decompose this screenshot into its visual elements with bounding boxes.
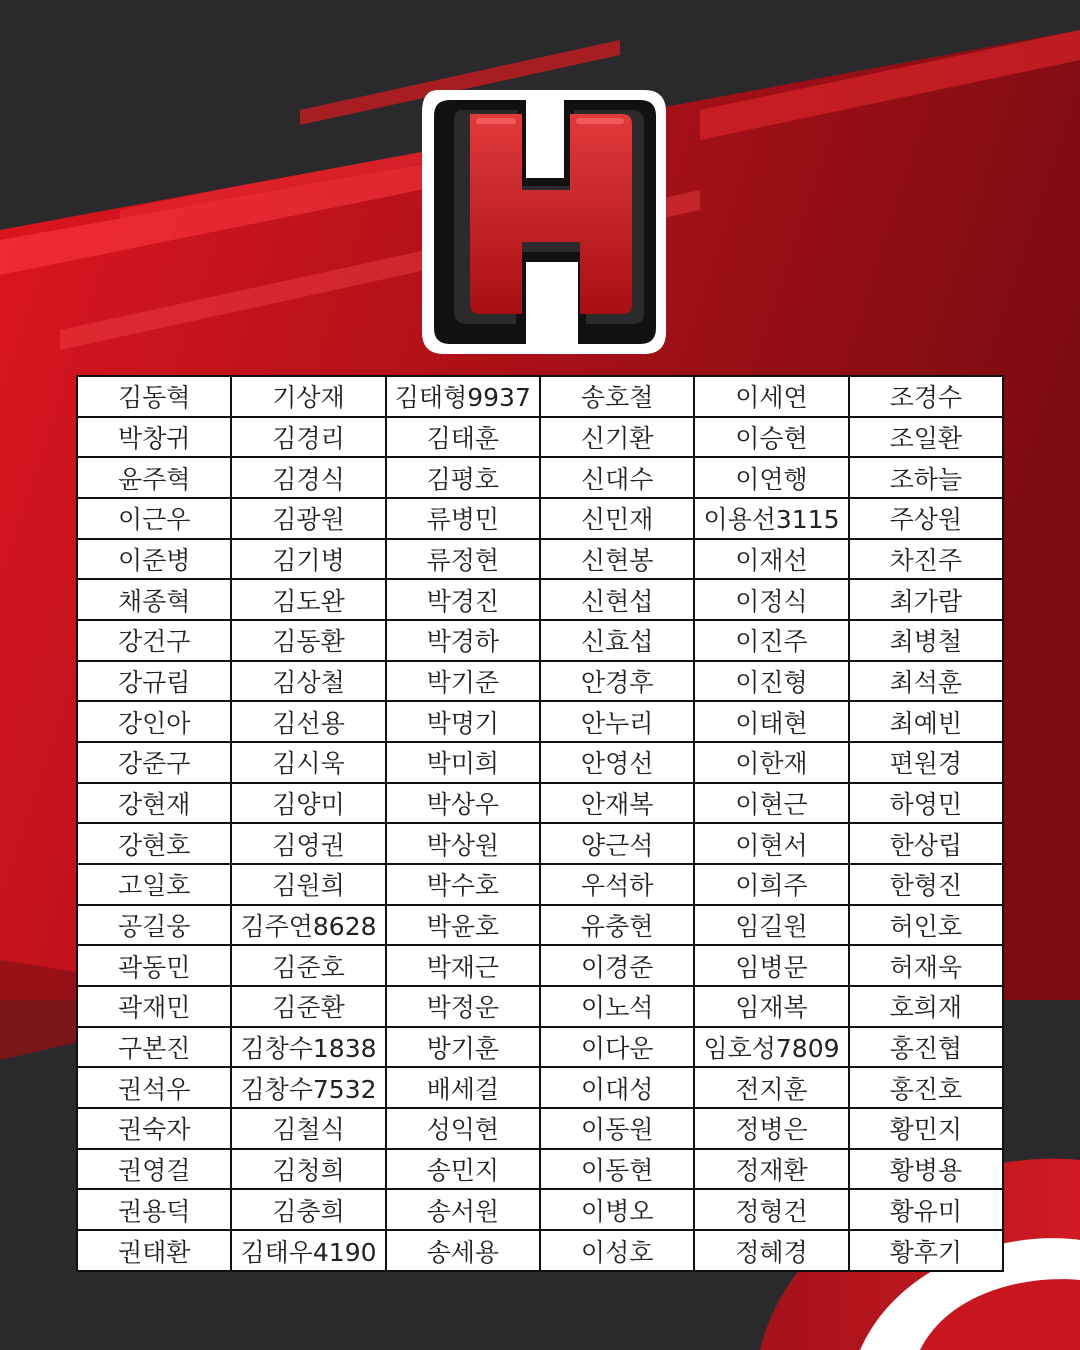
table-row	[77, 864, 1003, 905]
table-row	[77, 1230, 1003, 1271]
table-row	[77, 945, 1003, 986]
name-cell: 김청희	[231, 1149, 385, 1190]
name-cell: 이노석	[540, 986, 694, 1027]
name-cell: 이세연	[694, 376, 848, 417]
name-cell: 이재선	[694, 539, 848, 580]
name-cell: 강인아	[77, 701, 231, 742]
name-cell: 권용덕	[77, 1189, 231, 1230]
name-cell: 이동현	[540, 1149, 694, 1190]
name-cell: 김선용	[231, 701, 385, 742]
name-cell: 안재복	[540, 783, 694, 824]
table-row	[77, 457, 1003, 498]
name-cell: 이한재	[694, 742, 848, 783]
name-cell: 김동환	[231, 620, 385, 661]
name-cell: 임병문	[694, 945, 848, 986]
name-cell: 하영민	[849, 783, 1003, 824]
table-row	[77, 783, 1003, 824]
name-cell: 박명기	[386, 701, 540, 742]
name-cell: 이희주	[694, 864, 848, 905]
name-cell: 신대수	[540, 457, 694, 498]
name-cell: 공길웅	[77, 905, 231, 946]
name-cell: 박미희	[386, 742, 540, 783]
name-cell: 구본진	[77, 1027, 231, 1068]
name-cell: 안영선	[540, 742, 694, 783]
name-cell: 이진주	[694, 620, 848, 661]
name-cell: 정재환	[694, 1149, 848, 1190]
name-cell: 강현호	[77, 823, 231, 864]
name-cell: 기상재	[231, 376, 385, 417]
table-row	[77, 579, 1003, 620]
table-row	[77, 417, 1003, 458]
name-cell: 임재복	[694, 986, 848, 1027]
name-cell: 송세용	[386, 1230, 540, 1271]
name-cell: 이동원	[540, 1108, 694, 1149]
table-row	[77, 905, 1003, 946]
name-cell: 신현봉	[540, 539, 694, 580]
name-cell: 김충희	[231, 1189, 385, 1230]
table-row	[77, 1108, 1003, 1149]
name-cell: 김상철	[231, 661, 385, 702]
name-cell: 이병오	[540, 1189, 694, 1230]
name-cell: 이용선3115	[694, 498, 848, 539]
name-cell: 채종혁	[77, 579, 231, 620]
name-cell: 방기훈	[386, 1027, 540, 1068]
name-cell: 우석하	[540, 864, 694, 905]
name-cell: 황후기	[849, 1230, 1003, 1271]
name-cell: 최석훈	[849, 661, 1003, 702]
name-cell: 김주연8628	[231, 905, 385, 946]
name-cell: 김경리	[231, 417, 385, 458]
name-cell: 배세걸	[386, 1067, 540, 1108]
name-cell: 이경준	[540, 945, 694, 986]
name-cell: 이연행	[694, 457, 848, 498]
name-cell: 정병은	[694, 1108, 848, 1149]
name-cell: 김평호	[386, 457, 540, 498]
table-row	[77, 1189, 1003, 1230]
name-cell: 황유미	[849, 1189, 1003, 1230]
name-cell: 류병민	[386, 498, 540, 539]
table-row	[77, 823, 1003, 864]
name-cell: 김준호	[231, 945, 385, 986]
table-row	[77, 498, 1003, 539]
name-cell: 홍진호	[849, 1067, 1003, 1108]
name-cell: 김영권	[231, 823, 385, 864]
name-cell: 윤주혁	[77, 457, 231, 498]
table-row	[77, 701, 1003, 742]
name-cell: 이승현	[694, 417, 848, 458]
name-cell: 최예빈	[849, 701, 1003, 742]
name-cell: 권석우	[77, 1067, 231, 1108]
name-cell: 한형진	[849, 864, 1003, 905]
name-cell: 고일호	[77, 864, 231, 905]
name-cell: 조하늘	[849, 457, 1003, 498]
name-cell: 권영걸	[77, 1149, 231, 1190]
name-cell: 전지훈	[694, 1067, 848, 1108]
name-cell: 이진형	[694, 661, 848, 702]
name-cell: 허재욱	[849, 945, 1003, 986]
name-cell: 김태우4190	[231, 1230, 385, 1271]
name-cell: 신기환	[540, 417, 694, 458]
name-cell: 강규림	[77, 661, 231, 702]
name-cell: 이현서	[694, 823, 848, 864]
name-cell: 김원희	[231, 864, 385, 905]
name-cell: 신민재	[540, 498, 694, 539]
table-row	[77, 1027, 1003, 1068]
name-cell: 황민지	[849, 1108, 1003, 1149]
name-cell: 류정현	[386, 539, 540, 580]
name-cell: 이성호	[540, 1230, 694, 1271]
name-cell: 허인호	[849, 905, 1003, 946]
table-row	[77, 1067, 1003, 1108]
name-cell: 신현섭	[540, 579, 694, 620]
name-cell: 호희재	[849, 986, 1003, 1027]
name-cell: 김시욱	[231, 742, 385, 783]
name-cell: 안경후	[540, 661, 694, 702]
name-cell: 한상립	[849, 823, 1003, 864]
name-cell: 김양미	[231, 783, 385, 824]
name-cell: 박수호	[386, 864, 540, 905]
table-row	[77, 742, 1003, 783]
name-cell: 김준환	[231, 986, 385, 1027]
name-cell: 박재근	[386, 945, 540, 986]
name-cell: 성익현	[386, 1108, 540, 1149]
name-cell: 황병용	[849, 1149, 1003, 1190]
name-cell: 양근석	[540, 823, 694, 864]
name-cell: 송호철	[540, 376, 694, 417]
name-cell: 송민지	[386, 1149, 540, 1190]
name-cell: 최가람	[849, 579, 1003, 620]
name-cell: 김경식	[231, 457, 385, 498]
name-cell: 정혜경	[694, 1230, 848, 1271]
name-cell: 박기준	[386, 661, 540, 702]
name-cell: 안누리	[540, 701, 694, 742]
name-cell: 김창수7532	[231, 1067, 385, 1108]
name-cell: 이대성	[540, 1067, 694, 1108]
name-cell: 차진주	[849, 539, 1003, 580]
name-cell: 박경진	[386, 579, 540, 620]
name-cell: 임길원	[694, 905, 848, 946]
names-table	[76, 375, 1004, 1272]
name-cell: 김기병	[231, 539, 385, 580]
name-cell: 김태훈	[386, 417, 540, 458]
table-row	[77, 376, 1003, 417]
name-cell: 권숙자	[77, 1108, 231, 1149]
name-cell: 박창귀	[77, 417, 231, 458]
name-cell: 주상원	[849, 498, 1003, 539]
name-cell: 강건구	[77, 620, 231, 661]
name-cell: 강준구	[77, 742, 231, 783]
table-row	[77, 1149, 1003, 1190]
table-row	[77, 620, 1003, 661]
name-cell: 박경하	[386, 620, 540, 661]
name-cell: 이현근	[694, 783, 848, 824]
name-cell: 김도완	[231, 579, 385, 620]
name-cell: 김광원	[231, 498, 385, 539]
name-cell: 이근우	[77, 498, 231, 539]
name-cell: 최병철	[849, 620, 1003, 661]
name-cell: 박정운	[386, 986, 540, 1027]
name-cell: 김창수1838	[231, 1027, 385, 1068]
name-cell: 조일환	[849, 417, 1003, 458]
name-cell: 이다운	[540, 1027, 694, 1068]
name-cell: 편원경	[849, 742, 1003, 783]
name-cell: 송서원	[386, 1189, 540, 1230]
name-cell: 곽재민	[77, 986, 231, 1027]
name-cell: 신효섭	[540, 620, 694, 661]
table-row	[77, 539, 1003, 580]
name-cell: 곽동민	[77, 945, 231, 986]
name-cell: 김철식	[231, 1108, 385, 1149]
name-cell: 이정식	[694, 579, 848, 620]
name-cell: 홍진협	[849, 1027, 1003, 1068]
name-cell: 강현재	[77, 783, 231, 824]
name-cell: 김동혁	[77, 376, 231, 417]
name-cell: 정형건	[694, 1189, 848, 1230]
name-cell: 이태현	[694, 701, 848, 742]
name-cell: 조경수	[849, 376, 1003, 417]
h-logo	[418, 86, 670, 358]
name-cell: 박윤호	[386, 905, 540, 946]
name-cell: 김태형9937	[386, 376, 540, 417]
name-cell: 유충현	[540, 905, 694, 946]
name-cell: 박상우	[386, 783, 540, 824]
name-cell: 박상원	[386, 823, 540, 864]
name-cell: 임호성7809	[694, 1027, 848, 1068]
name-cell: 이준병	[77, 539, 231, 580]
table-row	[77, 661, 1003, 702]
table-row	[77, 986, 1003, 1027]
name-cell: 권태환	[77, 1230, 231, 1271]
